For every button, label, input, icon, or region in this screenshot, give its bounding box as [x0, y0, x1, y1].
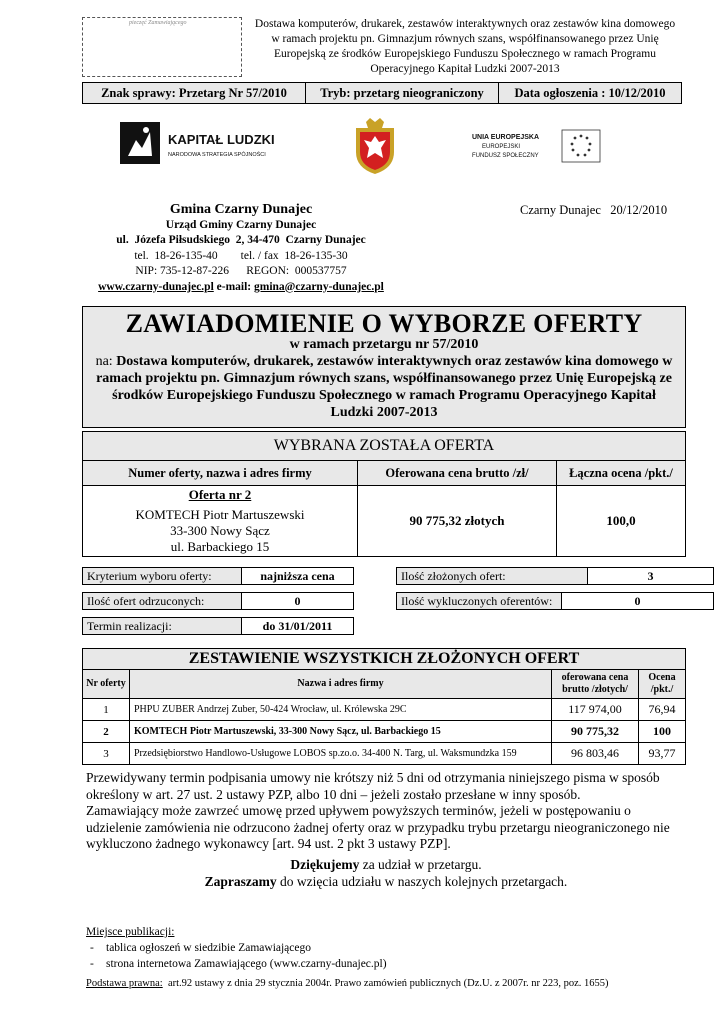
rejected-row [82, 592, 354, 610]
col-score-header: Łączna ocena /pkt./ [557, 461, 686, 486]
website-link[interactable]: www.czarny-dunajec.pl [98, 280, 214, 293]
term-label: Termin realizacji: [82, 617, 242, 635]
rejected-label: Ilość ofert odrzuconych: [82, 592, 242, 610]
email-link[interactable]: gmina@czarny-dunajec.pl [254, 280, 384, 293]
paragraph-signing: Przewidywany termin podpisania umowy nie krótszy niż 5 dni od otrzymania niniejszego pisma w sposób określony w art. 27 ust. 2 ustawy PZP, albo 10 dni – jeżeli zostało przesłane w inny sposób. [86, 770, 660, 802]
legal-text: art.92 ustawy z dnia 29 stycznia 2004r. Prawo zamówień publicznych (Dz.U. z 2007r. nr 223, poz. 1655) [162, 978, 609, 989]
all-offers-table [82, 648, 686, 765]
sender-address: ul. Józefa Piłsudskiego 2, 34-470 Czarny Dunajec [116, 234, 366, 246]
table-row [83, 699, 686, 721]
legal-basis [86, 978, 609, 989]
firm-city: 33-300 Nowy Sącz [170, 523, 270, 538]
ue-line3: FUNDUSZ SPOŁECZNY [472, 153, 539, 159]
stamp-box [82, 17, 242, 77]
sender-block [96, 202, 386, 295]
table-row [83, 721, 686, 743]
firm-name: KOMTECH Piotr Martuszewski [135, 507, 305, 522]
excluded-value: 0 [562, 592, 714, 610]
row-name: Przedsiębiorstwo Handlowo-Usługowe LOBOS sp.zo.o. 34-400 N. Targ, ul. Waksmundzka 159 [130, 743, 552, 765]
subject-text: Dostawa komputerów, drukarek, zestawów interaktywnych oraz zestawów kina domowego w ramach projektu pn. Gimnazjum równych szans, współfinansowanego przez Unię Europejską ze środków Europejskiego Funduszu Społecznego w ramach Programu Operacyjnego Kapitał Ludzki 2007-2013 [96, 354, 673, 420]
kl-subtitle: NARODOWA STRATEGIA SPÓJNOŚCI [168, 152, 266, 158]
coat-of-arms-icon [352, 118, 398, 176]
case-number: Znak sprawy: Przetarg Nr 57/2010 [82, 82, 306, 104]
eu-logo [470, 128, 602, 164]
publication-label: Miejsce publikacji: [86, 926, 175, 938]
invite-rest: do wzięcia udziału w naszych kolejnych przetargach. [276, 874, 568, 889]
h-price: oferowana cena brutto /złotych/ [552, 670, 639, 699]
col-price-header: Oferowana cena brutto /zł/ [358, 461, 557, 486]
rejected-value: 0 [242, 592, 354, 610]
h-name: Nazwa i adres firmy [130, 670, 552, 699]
summary-title: ZESTAWIENIE WSZYSTKICH ZŁOŻONYCH OFERT [83, 649, 686, 670]
ue-line1: UNIA EUROPEJSKA [472, 134, 540, 141]
excluded-label: Ilość wykluczonych oferentów: [396, 592, 562, 610]
ue-line2: EUROPEJSKI [482, 144, 521, 150]
paragraph-early-signing: Zamawiający może zawrzeć umowę przed upływem powyższych terminów, jeżeli w postępowaniu o udzielenie zamówienia nie odrzucono żadnej oferty oraz w przypadku trybu przetargu nieograniczonego nie wykluczono żadnego wykonawcy [art. 94 ust. 2 pkt 3 ustawy PZP]. [86, 803, 670, 851]
criterion-label: Kryterium wyboru oferty: [82, 567, 242, 585]
publication-item: - strona internetowa Zamawiającego (www.czarny-dunajec.pl) [86, 956, 387, 972]
selected-score: 100,0 [557, 486, 686, 557]
selected-firm-cell [83, 486, 358, 557]
notice-subtitle: w ramach przetargu nr 57/2010 [289, 337, 479, 352]
project-description: Dostawa komputerów, drukarek, zestawów interaktywnych oraz zestawów kina domowego w ramach projektu pn. Gimnazjum równych szans, współfinansowanego przez Unię Europejską ze środków Europejskiego Funduszu Społecznego w ramach Programu Operacyjnego Kapitał Ludzki 2007-2013 [254, 18, 676, 75]
term-row [82, 617, 354, 635]
sender-phones: tel. 18-26-135-40 tel. / fax 18-26-135-30 [134, 249, 348, 262]
sender-ids: NIP: 735-12-87-226 REGON: 000537757 [135, 265, 347, 277]
sender-name: Gmina Czarny Dunajec [169, 202, 313, 217]
row-nr: 1 [83, 699, 130, 721]
row-nr: 2 [83, 721, 130, 743]
thanks-block [86, 856, 686, 890]
sender-contact [96, 280, 386, 296]
kl-title: KAPITAŁ LUDZKI [168, 132, 275, 147]
case-info-bar [82, 82, 682, 104]
thanks-rest: za udział w przetargu. [359, 857, 482, 872]
notice-title: ZAWIADOMIENIE O WYBORZE OFERTY [125, 309, 643, 338]
kapital-ludzki-logo [118, 120, 288, 168]
notice-box [82, 306, 686, 428]
row-score: 76,94 [639, 699, 686, 721]
col-firm-header: Numer oferty, nazwa i adres firmy [83, 461, 358, 486]
submitted-label: Ilość złożonych ofert: [396, 567, 588, 585]
criterion-value: najniższa cena [242, 567, 354, 585]
announce-date: Data ogłoszenia : 10/12/2010 [498, 82, 682, 104]
legal-label: Podstawa prawna: [86, 978, 163, 989]
selected-offer-table [82, 431, 686, 557]
term-value: do 31/01/2011 [242, 617, 354, 635]
sender-office: Urząd Gminy Czarny Dunajec [165, 218, 317, 231]
row-score: 93,77 [639, 743, 686, 765]
place-date: Czarny Dunajec 20/12/2010 [520, 203, 668, 217]
firm-street: ul. Barbackiego 15 [170, 539, 270, 554]
invite-bold: Zapraszamy [204, 874, 277, 889]
body-text [86, 770, 686, 853]
h-nr: Nr oferty [83, 670, 130, 699]
email-label: e-mail: [216, 280, 252, 293]
publication-block [86, 924, 387, 972]
row-price: 90 775,32 [552, 721, 639, 743]
h-score: Ocena /pkt./ [639, 670, 686, 699]
row-name: PHPU ZUBER Andrzej Zuber, 50-424 Wrocław, ul. Królewska 29C [130, 699, 552, 721]
thanks-bold: Dziękujemy [290, 857, 360, 872]
row-nr: 3 [83, 743, 130, 765]
na-label: na: [95, 354, 113, 369]
submitted-value: 3 [588, 567, 714, 585]
table-row [83, 743, 686, 765]
row-score: 100 [639, 721, 686, 743]
tender-mode: Tryb: przetarg nieograniczony [305, 82, 499, 104]
selected-price: 90 775,32 złotych [358, 486, 557, 557]
row-name: KOMTECH Piotr Martuszewski, 33-300 Nowy Sącz, ul. Barbackiego 15 [130, 721, 552, 743]
offer-number: Oferta nr 2 [188, 487, 252, 502]
selected-title: WYBRANA ZOSTAŁA OFERTA [83, 432, 686, 461]
row-price: 96 803,46 [552, 743, 639, 765]
submitted-row [396, 567, 714, 585]
stamp-label: pieczęć Zamawiającego [129, 20, 187, 26]
excluded-row [396, 592, 714, 610]
notice-subject [93, 353, 675, 421]
row-price: 117 974,00 [552, 699, 639, 721]
publication-item: - tablica ogłoszeń w siedzibie Zamawiającego [86, 940, 387, 956]
criterion-row [82, 567, 354, 585]
